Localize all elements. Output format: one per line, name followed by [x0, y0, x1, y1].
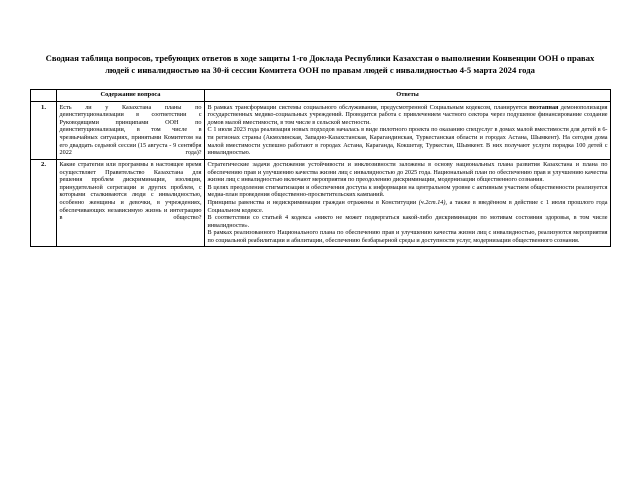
answer-text-segment: (ч.2ст.14)	[418, 198, 446, 206]
table-header	[31, 89, 611, 101]
column-header-number	[31, 89, 57, 101]
answer-text-segment: В целях преодоления стигматизации и обеспечения доступа к информации на центральном уровне с активным участием общественности реализуется медиа-план проведения общественно-просветительских кампаний.	[207, 183, 608, 199]
row-number: 1.	[31, 102, 57, 159]
answer-cell	[205, 102, 611, 159]
table-header-row	[31, 89, 611, 101]
answer-text-segment: Принципы равенства и недискриминации граждан отражены в Конституции	[207, 198, 419, 206]
answer-paragraph	[208, 126, 608, 156]
answer-paragraph	[208, 229, 608, 244]
answer-text-segment: поэтапная	[529, 103, 559, 111]
question-cell	[57, 102, 205, 159]
answer-text-segment: , а также в введённом в действие с 1 июля прошлого года Социальном кодексе.	[207, 198, 608, 214]
answer-text-segment: В соответствии со статьей 4 кодекса «никто не может подвергаться какой-либо дискриминации по мотивам состояния здоровья, в том числе инвалидности».	[207, 214, 608, 229]
answer-paragraph	[208, 199, 608, 214]
column-header-question: Содержание вопроса	[57, 89, 205, 101]
row-number: 2.	[31, 159, 57, 247]
answer-text-segment: Стратегические задачи достижения устойчивости и инклюзивности заложены в основу национальных плана развития Казахстана и плана по обеспечению прав и улучшению качества жизни лиц с инвалидностью до 2025 года. Национальный план по обеспечению прав и улучшению качества жизни лиц с инвалидностью включают мероприятия по преодолению дискриминации, модернизации общественного сознания.	[207, 161, 608, 184]
question-text: Какие стратегии или программы в настоящее время осуществляет Правительство Казахстана для решения проблем дискриминации, изоляции, принудительной сегрегации и других проблем, с которыми сталкиваются люди с инвалидностью, особенно женщины и девочки, в учреждениях, обеспечивающих независимую жизнь и интеграцию в общество?	[59, 161, 202, 222]
table-row	[31, 102, 611, 159]
question-cell	[57, 159, 205, 247]
answer-paragraph	[208, 104, 608, 127]
document-title	[30, 52, 610, 77]
table-row	[31, 159, 611, 247]
answer-paragraph	[208, 161, 608, 184]
answer-text-segment: В рамках реализованного Национального плана по обеспечению прав и улучшению качества жизни лиц с инвалидностью, реализуются мероприятия по социальной реабилитации и абилитации, обеспечению безбарьерной среды и доступности услуг, модернизации общественного сознания.	[207, 229, 608, 244]
answer-text-segment: В рамках трансформации системы социального обслуживания, предусмотренной Социальным кодексом, планируется	[207, 103, 530, 111]
question-text: Есть ли у Казахстана планы по деинституционализации в соответствии с Руководящими принципами ООН по деинституционализации, в том числе в чрезвычайных ситуациях, принятыми Комитетом на его двадцать седьмой сессии (15 августа - 9 сентября 2022 года)?	[59, 103, 202, 157]
table-body	[31, 102, 611, 247]
answer-paragraph	[208, 184, 608, 199]
answer-cell	[205, 159, 611, 247]
document-title-line-2: ООН о правах людей с инвалидностью на 30-й сессии Комитета ООН по правам людей с инвалидностью 4-5 марта 2024 года	[105, 53, 595, 76]
answer-paragraph	[208, 214, 608, 229]
questions-answers-table	[30, 89, 611, 247]
column-header-answer: Ответы	[205, 89, 611, 101]
answer-text-segment: демонополизация государственных медико-социальных учреждений. Проводится работа с привлечением частного сектора через подушевое финансирование создание домов малой вместимости, в том числе в сельской местности.	[207, 103, 608, 126]
answer-text-segment: С 1 июля 2023 года реализация новых подходов началась в виде пилотного проекта по оказанию спецуслуг в домах малой вместимости для детей в 6-ти регионах страны (Акмолинская, Западно-Казахстанская, Карагандинская, Туркестанская области и городах Астана, Шымкент). На сегодня дома малой вместимости успешно работают в городах Астана, Караганда, Кокшетау, Туркестан, Шымкент. В них получают услуги порядка 100 детей с инвалидностью.	[207, 126, 608, 157]
document-title-line-1: Сводная таблица вопросов, требующих ответов в ходе защиты 1-го Доклада Республики Казахстан о выполнении Конвенции	[45, 53, 537, 63]
